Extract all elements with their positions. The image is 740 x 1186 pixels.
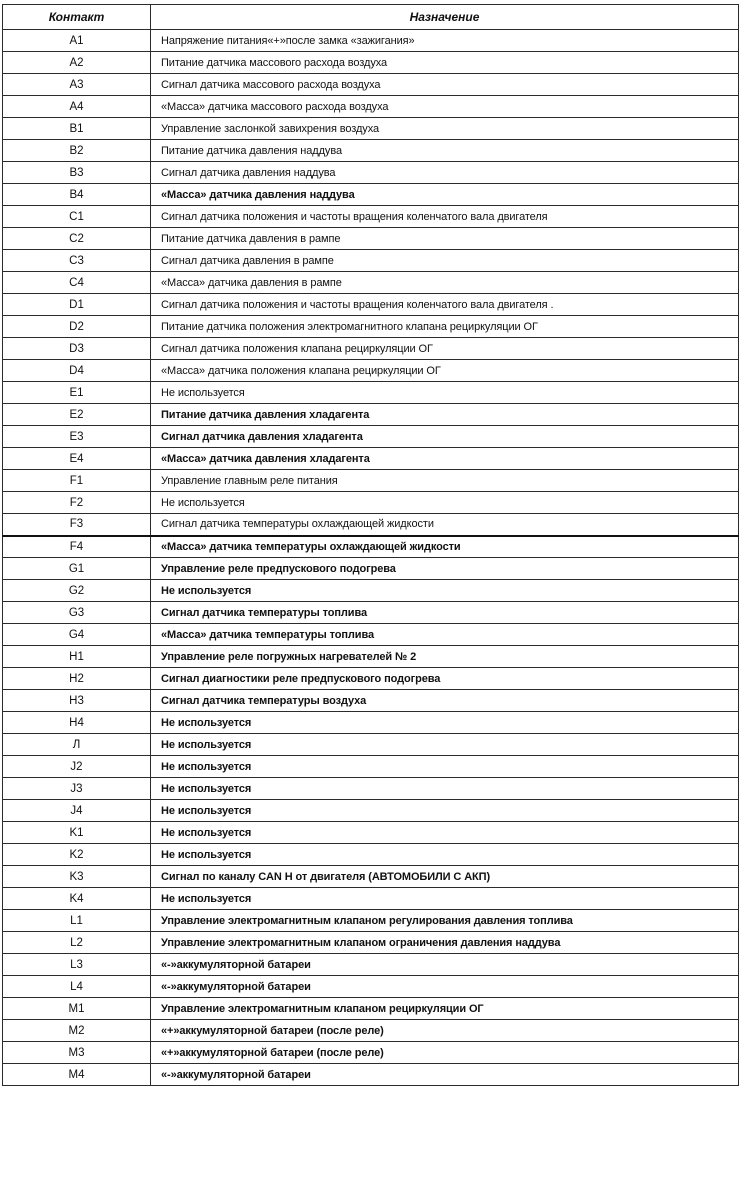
contact-cell: E2	[3, 404, 151, 426]
table-row	[3, 558, 739, 580]
purpose-cell: Питание датчика давления в рампе	[151, 228, 739, 250]
purpose-cell: Управление заслонкой завихрения воздуха	[151, 118, 739, 140]
purpose-cell: Сигнал датчика положения клапана рециркуляции ОГ	[151, 338, 739, 360]
table-row	[3, 52, 739, 74]
table-row	[3, 448, 739, 470]
purpose-cell: Сигнал датчика давления в рампе	[151, 250, 739, 272]
table-row	[3, 250, 739, 272]
purpose-cell: Сигнал датчика давления наддува	[151, 162, 739, 184]
purpose-cell: Не используется	[151, 580, 739, 602]
contact-cell: D3	[3, 338, 151, 360]
purpose-cell: Не используется	[151, 492, 739, 514]
contact-cell: M4	[3, 1064, 151, 1086]
purpose-cell: Не используется	[151, 800, 739, 822]
table-row	[3, 470, 739, 492]
purpose-cell: Не используется	[151, 712, 739, 734]
purpose-cell: Управление электромагнитным клапаном рециркуляции ОГ	[151, 998, 739, 1020]
table-row	[3, 1042, 739, 1064]
purpose-cell: «-»аккумуляторной батареи	[151, 954, 739, 976]
table-row	[3, 404, 739, 426]
contact-cell: L4	[3, 976, 151, 998]
purpose-cell: Управление электромагнитным клапаном регулирования давления топлива	[151, 910, 739, 932]
contact-cell: B3	[3, 162, 151, 184]
table-row	[3, 624, 739, 646]
contact-cell: J3	[3, 778, 151, 800]
purpose-cell: Питание датчика массового расхода воздуха	[151, 52, 739, 74]
purpose-cell: «Масса» датчика давления хладагента	[151, 448, 739, 470]
contact-cell: F1	[3, 470, 151, 492]
purpose-cell: Сигнал по каналу CAN H от двигателя (АВТОМОБИЛИ С АКП)	[151, 866, 739, 888]
contact-cell: F2	[3, 492, 151, 514]
table-row	[3, 338, 739, 360]
purpose-cell: Сигнал датчика температуры воздуха	[151, 690, 739, 712]
table-row	[3, 316, 739, 338]
table-row	[3, 646, 739, 668]
table-row	[3, 206, 739, 228]
purpose-cell: Сигнал датчика давления хладагента	[151, 426, 739, 448]
contact-cell: G4	[3, 624, 151, 646]
table-row	[3, 1064, 739, 1086]
contact-cell: A4	[3, 96, 151, 118]
contact-cell: J4	[3, 800, 151, 822]
contact-cell: A3	[3, 74, 151, 96]
header-row	[3, 5, 739, 30]
table-row	[3, 74, 739, 96]
table-row	[3, 294, 739, 316]
table-row	[3, 932, 739, 954]
table-row	[3, 668, 739, 690]
contact-cell: E3	[3, 426, 151, 448]
contact-cell: G3	[3, 602, 151, 624]
table-row	[3, 536, 739, 558]
contact-cell: D4	[3, 360, 151, 382]
table-row	[3, 822, 739, 844]
table-row	[3, 30, 739, 52]
pin-assignment-table	[2, 4, 739, 1086]
contact-cell: M2	[3, 1020, 151, 1042]
table-row	[3, 426, 739, 448]
table-row	[3, 712, 739, 734]
table-row	[3, 118, 739, 140]
purpose-cell: Не используется	[151, 756, 739, 778]
table-row	[3, 866, 739, 888]
purpose-cell: Управление реле предпускового подогрева	[151, 558, 739, 580]
contact-cell: B2	[3, 140, 151, 162]
contact-cell: J2	[3, 756, 151, 778]
contact-cell: L2	[3, 932, 151, 954]
purpose-cell: Не используется	[151, 734, 739, 756]
purpose-cell: Питание датчика давления наддува	[151, 140, 739, 162]
table-row	[3, 1020, 739, 1042]
purpose-cell: Напряжение питания«+»после замка «зажигания»	[151, 30, 739, 52]
table-row	[3, 888, 739, 910]
contact-cell: L1	[3, 910, 151, 932]
contact-cell: D1	[3, 294, 151, 316]
purpose-cell: «+»аккумуляторной батареи (после реле)	[151, 1020, 739, 1042]
contact-cell: C4	[3, 272, 151, 294]
purpose-cell: Питание датчика положения электромагнитного клапана рециркуляции ОГ	[151, 316, 739, 338]
purpose-cell: Не используется	[151, 382, 739, 404]
purpose-cell: Сигнал датчика температуры охлаждающей жидкости	[151, 514, 739, 536]
table-row	[3, 954, 739, 976]
purpose-cell: «Масса» датчика давления наддува	[151, 184, 739, 206]
column-header-purpose: Назначение	[151, 5, 739, 30]
table-row	[3, 360, 739, 382]
contact-cell: K3	[3, 866, 151, 888]
purpose-cell: «Масса» датчика температуры охлаждающей жидкости	[151, 536, 739, 558]
purpose-cell: Сигнал датчика температуры топлива	[151, 602, 739, 624]
table-row	[3, 162, 739, 184]
contact-cell: K1	[3, 822, 151, 844]
purpose-cell: Не используется	[151, 778, 739, 800]
table-row	[3, 382, 739, 404]
purpose-cell: Управление реле погружных нагревателей № 2	[151, 646, 739, 668]
purpose-cell: Сигнал датчика положения и частоты вращения коленчатого вала двигателя .	[151, 294, 739, 316]
table-row	[3, 140, 739, 162]
table-row	[3, 910, 739, 932]
purpose-cell: «-»аккумуляторной батареи	[151, 976, 739, 998]
contact-cell: E4	[3, 448, 151, 470]
table-row	[3, 756, 739, 778]
table-row	[3, 514, 739, 536]
table-row	[3, 734, 739, 756]
table-row	[3, 184, 739, 206]
contact-cell: Л	[3, 734, 151, 756]
purpose-cell: «Масса» датчика положения клапана рециркуляции ОГ	[151, 360, 739, 382]
contact-cell: G2	[3, 580, 151, 602]
table-row	[3, 800, 739, 822]
contact-cell: F3	[3, 514, 151, 536]
contact-cell: E1	[3, 382, 151, 404]
purpose-cell: «+»аккумуляторной батареи (после реле)	[151, 1042, 739, 1064]
contact-cell: C3	[3, 250, 151, 272]
contact-cell: C1	[3, 206, 151, 228]
table-row	[3, 844, 739, 866]
contact-cell: M3	[3, 1042, 151, 1064]
table-row	[3, 96, 739, 118]
purpose-cell: Сигнал диагностики реле предпускового подогрева	[151, 668, 739, 690]
table-row	[3, 228, 739, 250]
contact-cell: M1	[3, 998, 151, 1020]
contact-cell: B1	[3, 118, 151, 140]
purpose-cell: «Масса» датчика массового расхода воздуха	[151, 96, 739, 118]
contact-cell: H4	[3, 712, 151, 734]
table-row	[3, 602, 739, 624]
contact-cell: B4	[3, 184, 151, 206]
table-row	[3, 580, 739, 602]
table-header	[3, 5, 739, 30]
purpose-cell: Не используется	[151, 822, 739, 844]
purpose-cell: «Масса» датчика температуры топлива	[151, 624, 739, 646]
contact-cell: L3	[3, 954, 151, 976]
table-row	[3, 690, 739, 712]
column-header-contact: Контакт	[3, 5, 151, 30]
purpose-cell: Сигнал датчика положения и частоты вращения коленчатого вала двигателя	[151, 206, 739, 228]
contact-cell: A1	[3, 30, 151, 52]
contact-cell: H1	[3, 646, 151, 668]
contact-cell: D2	[3, 316, 151, 338]
contact-cell: F4	[3, 536, 151, 558]
table-row	[3, 778, 739, 800]
contact-cell: K2	[3, 844, 151, 866]
table-body	[3, 30, 739, 1086]
purpose-cell: Питание датчика давления хладагента	[151, 404, 739, 426]
purpose-cell: «-»аккумуляторной батареи	[151, 1064, 739, 1086]
table-row	[3, 998, 739, 1020]
contact-cell: H2	[3, 668, 151, 690]
purpose-cell: Управление электромагнитным клапаном ограничения давления наддува	[151, 932, 739, 954]
purpose-cell: Не используется	[151, 844, 739, 866]
purpose-cell: Управление главным реле питания	[151, 470, 739, 492]
purpose-cell: «Масса» датчика давления в рампе	[151, 272, 739, 294]
table-row	[3, 272, 739, 294]
purpose-cell: Не используется	[151, 888, 739, 910]
contact-cell: G1	[3, 558, 151, 580]
table-row	[3, 492, 739, 514]
contact-cell: H3	[3, 690, 151, 712]
contact-cell: C2	[3, 228, 151, 250]
contact-cell: K4	[3, 888, 151, 910]
table-row	[3, 976, 739, 998]
purpose-cell: Сигнал датчика массового расхода воздуха	[151, 74, 739, 96]
contact-cell: A2	[3, 52, 151, 74]
